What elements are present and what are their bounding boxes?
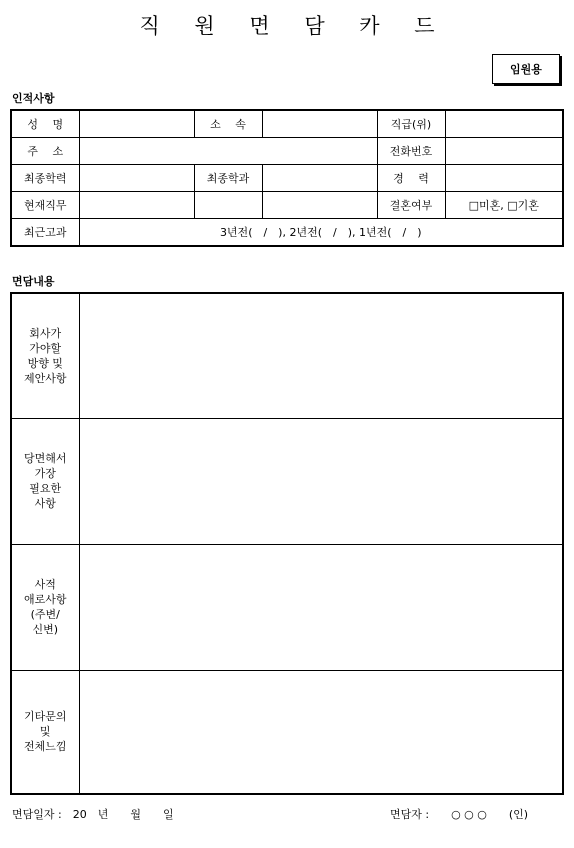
interviewer-signature: 면담자 : ○ ○ ○ (인) bbox=[390, 808, 529, 821]
table-row bbox=[11, 192, 563, 219]
interview-row-label: 기타문의 및 전체느낌 bbox=[11, 670, 79, 794]
interview-row-label: 당면해서 가장 필요한 사항 bbox=[11, 418, 79, 544]
recent-evaluation-label: 최근고과 bbox=[11, 219, 79, 247]
phone-label: 전화번호 bbox=[377, 138, 445, 165]
interview-row-answer[interactable] bbox=[79, 544, 563, 670]
name-field[interactable] bbox=[79, 110, 194, 138]
major-label: 최종학과 bbox=[194, 165, 262, 192]
interview-row-answer[interactable] bbox=[79, 293, 563, 418]
table-row bbox=[11, 293, 563, 418]
interview-content-heading: 면담내용 bbox=[12, 275, 55, 288]
table-row bbox=[11, 165, 563, 192]
career-label: 경 력 bbox=[377, 165, 445, 192]
table-row bbox=[11, 110, 563, 138]
dept-field[interactable] bbox=[262, 110, 377, 138]
dept-label: 소 속 bbox=[194, 110, 262, 138]
marital-label: 결혼여부 bbox=[377, 192, 445, 219]
phone-field[interactable] bbox=[445, 138, 563, 165]
education-field[interactable] bbox=[79, 165, 194, 192]
interview-row-label: 사적 애로사항 (주변/ 신변) bbox=[11, 544, 79, 670]
personal-info-heading: 인적사항 bbox=[12, 92, 55, 105]
executive-use-label: 임원용 bbox=[492, 54, 560, 84]
address-label: 주 소 bbox=[11, 138, 79, 165]
interview-date: 면담일자 : 20 년 월 일 bbox=[12, 808, 174, 821]
table-row bbox=[11, 670, 563, 794]
name-label: 성 명 bbox=[11, 110, 79, 138]
blank-cell[interactable] bbox=[262, 192, 377, 219]
rank-label: 직급(위) bbox=[377, 110, 445, 138]
current-duty-field[interactable] bbox=[79, 192, 194, 219]
table-row bbox=[11, 544, 563, 670]
education-label: 최종학력 bbox=[11, 165, 79, 192]
interview-row-answer[interactable] bbox=[79, 670, 563, 794]
blank-cell[interactable] bbox=[194, 192, 262, 219]
recent-evaluation-field[interactable]: 3년전( / ), 2년전( / ), 1년전( / ) bbox=[79, 219, 563, 247]
table-row bbox=[11, 138, 563, 165]
personal-info-table bbox=[10, 109, 564, 247]
interview-row-label: 회사가 가야할 방향 및 제안사항 bbox=[11, 293, 79, 418]
major-field[interactable] bbox=[262, 165, 377, 192]
marital-options[interactable]: □미혼, □기혼 bbox=[445, 192, 563, 219]
rank-field[interactable] bbox=[445, 110, 563, 138]
current-duty-label: 현재직무 bbox=[11, 192, 79, 219]
table-row bbox=[11, 418, 563, 544]
interview-content-table bbox=[10, 292, 564, 795]
table-row bbox=[11, 219, 563, 247]
career-field[interactable] bbox=[445, 165, 563, 192]
address-field[interactable] bbox=[79, 138, 377, 165]
page-title: 직 원 면 담 카 드 bbox=[139, 14, 449, 38]
interview-row-answer[interactable] bbox=[79, 418, 563, 544]
